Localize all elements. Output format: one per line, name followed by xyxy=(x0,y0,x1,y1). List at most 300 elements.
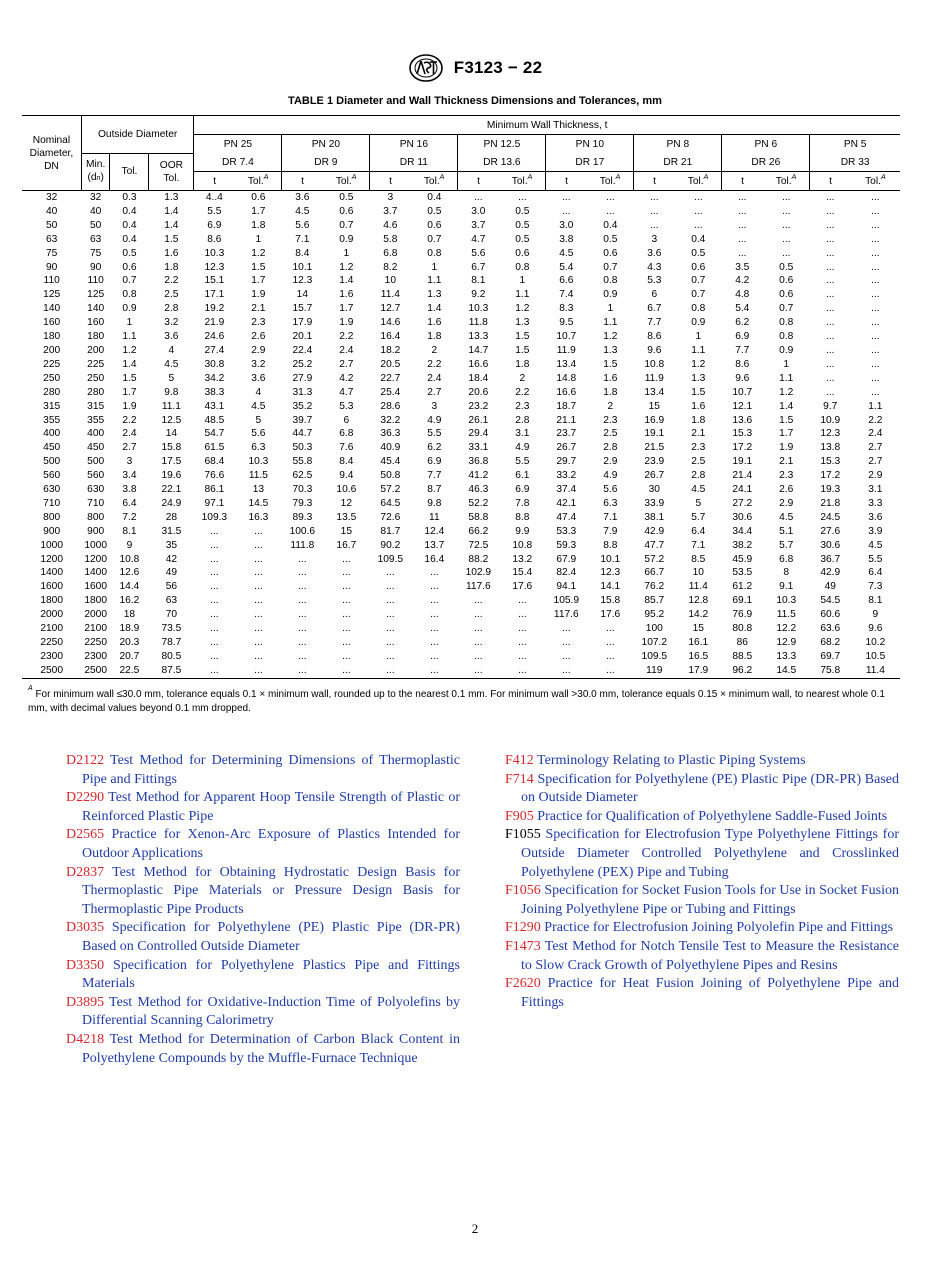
table-cell: 2.7 xyxy=(427,386,442,398)
table-cell: 80.5 xyxy=(161,650,182,662)
table-cell: 0.5 xyxy=(515,205,530,217)
table-cell: 630 xyxy=(43,484,61,496)
reference-code-link[interactable]: F1055 xyxy=(505,827,541,843)
table-cell: 33.2 xyxy=(556,470,577,482)
table-cell: ... xyxy=(871,205,880,217)
reference-code-link[interactable]: D3035 xyxy=(66,920,105,936)
table-cell: 5.6 xyxy=(251,428,266,440)
table-cell: 315 xyxy=(87,400,105,412)
table-cell: 6.4 xyxy=(122,497,137,509)
table-cell: 12.3 xyxy=(292,275,313,287)
table-cell: 11.4 xyxy=(380,289,400,301)
table-cell: 4.6 xyxy=(383,219,398,231)
table-cell: ... xyxy=(298,581,307,593)
table-cell: 4.5 xyxy=(691,484,706,496)
reference-title-link[interactable]: Practice for Heat Fusion Joining of Polyethylene Pipe and Fittings xyxy=(521,976,899,1010)
table-row xyxy=(22,650,900,664)
table-cell: 6.8 xyxy=(779,553,794,565)
table-cell: 21.5 xyxy=(644,442,665,454)
table-cell: ... xyxy=(587,664,634,678)
reference-title-link[interactable]: Specification for Socket Fusion Tools for Use in Socket Fusion Joining Polyethylene Pipe or Tubing and Fittings xyxy=(521,883,899,917)
reference-code-link[interactable]: D2290 xyxy=(66,790,105,806)
reference-title-link[interactable]: Specification for Electrofusion Type Polyethylene Fittings for Outside Diameter Controlled Polyethylene and Crosslinked Polyethylene (PEX) Pipe and Tubing xyxy=(521,827,900,880)
table-cell: 16.4 xyxy=(424,553,445,565)
table-cell: 119 xyxy=(634,664,675,678)
table-cell: ... xyxy=(871,331,880,343)
table-cell: 12.3 xyxy=(600,567,621,579)
table-cell: 6.9 xyxy=(427,456,442,468)
table-row xyxy=(22,288,900,302)
reference-title-link[interactable]: Specification for Polyethylene Plastics Pipe and Fittings Materials xyxy=(82,957,460,992)
table-cell: 30.6 xyxy=(732,511,753,523)
reference-title-link[interactable]: Practice for Xenon-Arc Exposure of Plastics Intended for Outdoor Applications xyxy=(82,827,460,861)
table-cell: 12.3 xyxy=(204,261,225,273)
table-cell: 38.2 xyxy=(732,539,753,551)
table-cell: 90.2 xyxy=(380,539,401,551)
table-cell: 17.1 xyxy=(204,289,225,301)
table-cell: ... xyxy=(826,192,835,203)
header-t: t xyxy=(810,172,851,191)
table-cell: ... xyxy=(298,637,307,648)
table-cell: 16.9 xyxy=(644,414,665,426)
table-cell: 8.1 xyxy=(868,595,883,607)
table-cell: 76.9 xyxy=(732,609,753,621)
table-cell: 0.8 xyxy=(603,275,618,287)
table-cell: 0.8 xyxy=(122,289,137,301)
table-cell: 13 xyxy=(252,484,265,496)
table-cell: 5.5 xyxy=(515,456,530,468)
table-cell: 1.2 xyxy=(779,386,794,398)
table-cell: 160 xyxy=(43,317,61,329)
table-cell: ... xyxy=(210,539,219,551)
table-cell: ... xyxy=(430,609,439,621)
table-cell: 13.8 xyxy=(820,442,841,454)
table-row xyxy=(22,608,900,622)
table-row xyxy=(22,427,900,441)
table-cell: 1.3 xyxy=(515,317,530,329)
table-cell: 2 xyxy=(431,344,438,356)
reference-code-link[interactable]: D2122 xyxy=(66,753,105,768)
table-cell: 27.9 xyxy=(292,372,313,384)
table-cell: 15.3 xyxy=(732,428,753,440)
table-cell: 1.2 xyxy=(122,344,137,356)
table-cell: ... xyxy=(386,650,395,662)
table-cell: 2000 xyxy=(84,609,107,621)
table-cell: 24.1 xyxy=(732,484,753,496)
table-cell: 12.1 xyxy=(732,400,753,412)
table-cell: 19.6 xyxy=(161,470,182,482)
table-cell: ... xyxy=(782,247,791,259)
reference-code-link[interactable]: F2620 xyxy=(505,976,541,992)
header-dr-1: DR 9 xyxy=(282,153,370,172)
table-cell: 1.9 xyxy=(779,442,794,454)
table-cell: 15 xyxy=(340,525,353,537)
table-cell: 3.6 xyxy=(295,192,310,203)
header-pn-5: PN 8 xyxy=(634,135,722,154)
table-cell: 4 xyxy=(255,386,262,398)
reference-code-link[interactable]: D4218 xyxy=(66,1031,105,1047)
table-cell: 0.5 xyxy=(122,247,137,259)
table-cell: 13.6 xyxy=(732,414,753,426)
table-cell: ... xyxy=(871,358,880,370)
table-cell: 0.9 xyxy=(603,289,618,301)
table-cell: 68.2 xyxy=(820,637,841,648)
table-cell: ... xyxy=(562,637,571,648)
table-cell: 58.8 xyxy=(468,511,489,523)
table-cell: 1.6 xyxy=(339,289,354,301)
table-cell: ... xyxy=(606,650,615,662)
table-cell: 225 xyxy=(87,358,105,370)
table-cell: 1400 xyxy=(84,567,107,579)
table-row xyxy=(22,344,900,358)
table-cell: 13.5 xyxy=(336,511,357,523)
table-cell: 117.6 xyxy=(553,609,579,621)
table-row xyxy=(22,483,900,497)
table-cell: 60.6 xyxy=(820,609,841,621)
reference-title-link[interactable]: Test Method for Notch Tensile Test to Measure the Resistance to Slow Crack Growth of Polyethylene Pipes and Resins xyxy=(521,938,899,973)
table-cell: ... xyxy=(411,664,458,678)
table-cell: 280 xyxy=(87,386,105,398)
dimensions-table-container xyxy=(22,115,900,679)
table-cell: 0.5 xyxy=(691,247,706,259)
table-row xyxy=(22,400,900,414)
table-cell: 1.5 xyxy=(691,386,706,398)
reference-item xyxy=(66,826,460,863)
table-cell: 200 xyxy=(43,344,61,356)
reference-code-link[interactable]: D3895 xyxy=(66,994,105,1010)
table-cell: 15 xyxy=(692,623,704,635)
table-cell: 40.9 xyxy=(380,442,401,454)
table-cell: 32.2 xyxy=(380,414,401,426)
table-row xyxy=(22,622,900,636)
table-cell: ... xyxy=(210,525,219,537)
table-cell: 24.5 xyxy=(820,511,841,523)
reference-title-link[interactable]: Test Method for Obtaining Hydrostatic Design Basis for Thermoplastic Pipe Materials or Pressure Design Basis for Thermoplastic Pipe Products xyxy=(82,864,460,917)
table-cell: 0.5 xyxy=(515,233,530,245)
reference-title-link[interactable]: Practice for Qualification of Polyethylene Saddle-Fused Joints xyxy=(537,808,888,824)
table-cell: 33.9 xyxy=(644,497,665,509)
reference-code-link[interactable]: F1056 xyxy=(505,883,541,899)
table-row xyxy=(22,594,900,608)
table-cell: 710 xyxy=(43,497,61,509)
table-cell: 86 xyxy=(736,637,748,648)
reference-title-link[interactable]: Test Method for Determining Dimensions of Thermoplastic Pipe and Fittings xyxy=(82,753,460,787)
table-cell: 82.4 xyxy=(556,567,577,579)
table-cell: ... xyxy=(386,595,395,607)
table-cell: 1.4 xyxy=(339,275,354,287)
table-cell: 2.1 xyxy=(691,428,706,440)
table-cell: ... xyxy=(342,623,351,635)
table-row xyxy=(22,469,900,483)
table-cell: 8.5 xyxy=(691,553,706,565)
table-cell: 1.1 xyxy=(691,344,706,356)
table-cell: 5.6 xyxy=(471,247,486,259)
table-cell: 18.9 xyxy=(119,623,140,635)
header-t: t xyxy=(634,172,675,191)
table-cell: 67.9 xyxy=(556,553,577,565)
reference-code-link[interactable]: F1290 xyxy=(505,920,541,936)
table-footnote: $^A$ For minimum wall ≤30.0 mm, tolerance equals 0.1 × minimum wall, rounded up to the nearest 0.1 mm. For minimum wall >30.0 mm, tolerance equals 0.15 × minimum wall, to nearest whole 0.1 mm, with decimal values beyond 0.1 mm dropped. xyxy=(28,685,885,714)
table-cell: ... xyxy=(518,595,527,607)
table-cell: 1 xyxy=(126,317,133,329)
table-cell: 3 xyxy=(126,456,133,468)
table-cell: 7.7 xyxy=(427,470,442,482)
table-cell: 36.7 xyxy=(820,553,841,565)
table-cell: 0.5 xyxy=(603,233,618,245)
table-cell: 1.6 xyxy=(691,400,706,412)
table-cell: 8.8 xyxy=(603,539,618,551)
table-cell: ... xyxy=(650,205,659,217)
table-cell: ... xyxy=(254,581,263,593)
table-cell: ... xyxy=(210,581,219,593)
table-cell: 4.5 xyxy=(295,205,310,217)
table-cell: 9.8 xyxy=(164,386,179,398)
table-cell: 0.8 xyxy=(779,331,794,343)
table-cell: 1.5 xyxy=(251,261,266,273)
table-cell: 4.5 xyxy=(251,400,266,412)
table-cell: 7.7 xyxy=(735,344,750,356)
table-cell: ... xyxy=(871,219,880,231)
table-cell: ... xyxy=(782,192,791,203)
table-cell: 1.7 xyxy=(251,205,266,217)
table-cell: 9.8 xyxy=(427,497,442,509)
table-cell: 1.5 xyxy=(779,414,794,426)
table-cell: 62.5 xyxy=(292,470,313,482)
table-cell: 2.2 xyxy=(122,414,137,426)
table-cell: 61.2 xyxy=(732,581,753,593)
table-cell: 1.5 xyxy=(515,331,530,343)
reference-code-link[interactable]: F1473 xyxy=(505,938,541,954)
table-cell: 1400 xyxy=(40,567,63,579)
table-cell: ... xyxy=(826,344,835,356)
table-cell: ... xyxy=(254,567,263,579)
table-cell: 3 xyxy=(387,192,394,203)
reference-item xyxy=(66,1031,460,1068)
table-cell: ... xyxy=(826,205,835,217)
table-cell: 17.9 xyxy=(292,317,313,329)
table-cell: 72.5 xyxy=(468,539,489,551)
table-cell: 5 xyxy=(255,414,262,426)
table-cell: 0.7 xyxy=(691,289,706,301)
table-cell: 5.5 xyxy=(868,553,883,565)
table-cell: 45.9 xyxy=(732,553,753,565)
reference-title-link[interactable]: Test Method for Oxidative-Induction Time of Polyolefins by Differential Scanning Calorimetry xyxy=(82,994,460,1029)
table-cell: 7.1 xyxy=(295,233,310,245)
table-cell: 8.4 xyxy=(339,456,354,468)
table-cell: ... xyxy=(650,219,659,231)
table-cell: 225 xyxy=(43,358,61,370)
table-cell: 23.9 xyxy=(644,456,665,468)
table-cell: 2.4 xyxy=(427,372,442,384)
table-cell: 47.4 xyxy=(556,511,577,523)
table-cell: 17.2 xyxy=(732,442,753,454)
table-cell: 111.8 xyxy=(290,539,315,551)
table-cell: 0.8 xyxy=(691,303,706,315)
reference-item xyxy=(66,994,460,1031)
reference-title-link[interactable]: Test Method for Apparent Hoop Tensile Strength of Plastic or Reinforced Plastic Pipe xyxy=(82,790,460,824)
table-cell: ... xyxy=(342,609,351,621)
table-cell: 31.3 xyxy=(292,386,313,398)
table-cell: 4.5 xyxy=(868,539,883,551)
table-cell: 3 xyxy=(431,400,438,412)
header-outside-diameter: Outside Diameter xyxy=(81,116,194,154)
table-cell: 3.1 xyxy=(868,484,883,496)
table-cell: 630 xyxy=(87,484,105,496)
table-cell: 6.9 xyxy=(735,331,750,343)
table-cell: 5.3 xyxy=(339,400,354,412)
table-cell: 2.6 xyxy=(779,484,794,496)
table-cell: 2100 xyxy=(84,623,107,635)
table-cell: 46.3 xyxy=(468,484,489,496)
table-cell: ... xyxy=(650,192,659,203)
table-cell: 3.5 xyxy=(735,261,750,273)
table-cell: 900 xyxy=(87,525,105,537)
table-cell: 6 xyxy=(651,289,658,301)
table-cell: ... xyxy=(694,205,703,217)
reference-code-link[interactable]: F412 xyxy=(505,753,534,768)
table-cell: 1.5 xyxy=(603,358,618,370)
table-row xyxy=(22,247,900,261)
table-cell: 23.2 xyxy=(468,400,489,412)
table-cell: ... xyxy=(738,233,747,245)
header-tol-a: Tol.$^A$ xyxy=(323,172,370,191)
table-cell: 3.4 xyxy=(122,470,137,482)
table-cell: 44.7 xyxy=(292,428,313,440)
table-cell: 6.8 xyxy=(339,428,354,440)
table-cell: ... xyxy=(370,664,411,678)
references-left-column xyxy=(66,752,460,1068)
header-t: t xyxy=(546,172,587,191)
table-cell: 14.6 xyxy=(380,317,401,329)
table-cell: 1 xyxy=(607,303,614,315)
table-cell: 125 xyxy=(43,289,61,301)
table-cell: 2.2 xyxy=(427,358,442,370)
reference-code-link[interactable]: D3350 xyxy=(66,957,105,973)
table-cell: 25.2 xyxy=(292,358,313,370)
reference-title-link[interactable]: Terminology Relating to Plastic Piping Systems xyxy=(537,753,806,768)
table-cell: 2.8 xyxy=(515,414,530,426)
table-cell: 14.7 xyxy=(468,344,489,356)
table-cell: ... xyxy=(782,219,791,231)
table-cell: 180 xyxy=(87,331,105,343)
table-cell: 0.9 xyxy=(691,317,706,329)
table-row xyxy=(22,525,900,539)
reference-code-link[interactable]: D2565 xyxy=(66,827,105,843)
table-cell: ... xyxy=(871,372,880,384)
table-cell: ... xyxy=(474,595,483,607)
reference-title-link[interactable]: Practice for Electrofusion Joining Polyolefin Pipe and Fittings xyxy=(544,920,894,936)
table-cell: ... xyxy=(826,303,835,315)
table-cell: 1.4 xyxy=(779,400,794,412)
table-cell: 21.1 xyxy=(556,414,577,426)
reference-code-link[interactable]: F905 xyxy=(505,808,534,824)
table-cell: 0.4 xyxy=(122,219,137,231)
table-row xyxy=(22,664,900,678)
table-cell: 1.2 xyxy=(251,247,266,259)
table-cell: 2300 xyxy=(40,650,63,662)
table-row xyxy=(22,386,900,400)
table-cell: 7.8 xyxy=(515,497,530,509)
table-cell: 0.4 xyxy=(122,233,137,245)
table-cell: 16.3 xyxy=(248,511,269,523)
table-cell: 16.4 xyxy=(380,331,401,343)
table-cell: 160 xyxy=(87,317,105,329)
table-cell: 17.9 xyxy=(675,664,722,678)
table-cell: 16.7 xyxy=(336,539,357,551)
table-cell: 7.6 xyxy=(339,442,354,454)
table-cell: 0.7 xyxy=(427,233,442,245)
table-cell: 9.2 xyxy=(471,289,486,301)
table-cell: 6.2 xyxy=(735,317,750,329)
header-t: t xyxy=(282,172,323,191)
reference-title-link[interactable]: Test Method for Determination of Carbon Black Content in Polyethylene Compounds by the Muffle-Furnace Technique xyxy=(82,1031,461,1066)
table-cell: 12.4 xyxy=(424,525,445,537)
table-cell: ... xyxy=(254,609,263,621)
table-cell: ... xyxy=(606,205,615,217)
table-cell: 2000 xyxy=(40,609,63,621)
header-dr-row xyxy=(22,153,900,172)
table-cell: ... xyxy=(210,623,219,635)
table-cell: 20.1 xyxy=(292,331,313,343)
table-cell: 200 xyxy=(87,344,105,356)
table-cell: 9.7 xyxy=(823,400,838,412)
table-cell: 28 xyxy=(165,511,178,523)
reference-title-link[interactable]: Specification for Polyethylene (PE) Plastic Pipe (DR-PR) Based on Outside Diameter xyxy=(521,771,899,806)
table-cell: ... xyxy=(738,247,747,259)
table-cell: 36.3 xyxy=(380,428,401,440)
table-cell: 88.2 xyxy=(468,553,489,565)
table-cell: 0.7 xyxy=(691,275,706,287)
header-pn-7: PN 5 xyxy=(810,135,900,154)
table-cell: ... xyxy=(546,664,587,678)
reference-title-link[interactable]: Specification for Polyethylene (PE) Plastic Pipe (DR-PR) Based on Controlled Outside Diameter xyxy=(82,920,460,954)
table-cell: 0.6 xyxy=(691,261,706,273)
table-cell: 0.9 xyxy=(779,344,794,356)
table-row xyxy=(22,441,900,455)
table-cell: 95.2 xyxy=(644,609,665,621)
table-title: TABLE 1 Diameter and Wall Thickness Dimensions and Tolerances, mm xyxy=(288,95,662,107)
table-cell: ... xyxy=(210,609,219,621)
table-cell: 500 xyxy=(43,456,61,468)
table-cell: 11.5 xyxy=(248,470,268,482)
header-t: t xyxy=(370,172,411,191)
table-cell: 61.5 xyxy=(204,442,225,454)
reference-code-link[interactable]: D2837 xyxy=(66,864,105,880)
table-cell: 15 xyxy=(648,400,660,412)
table-cell: 9.5 xyxy=(559,317,574,329)
table-cell: 87.5 xyxy=(149,664,194,678)
reference-item xyxy=(66,919,460,956)
table-cell: 2250 xyxy=(40,637,63,648)
table-row xyxy=(22,274,900,288)
table-cell: 32 xyxy=(89,192,102,203)
table-cell: 1600 xyxy=(40,581,63,593)
table-row xyxy=(22,219,900,233)
table-cell: 450 xyxy=(87,442,105,454)
table-cell: ... xyxy=(826,372,835,384)
table-cell: ... xyxy=(871,303,880,315)
header-minimum-wall: Minimum Wall Thickness, t xyxy=(194,116,900,135)
header-tol-a: Tol.$^A$ xyxy=(851,172,900,191)
header-t: t xyxy=(194,172,235,191)
table-cell: 1.5 xyxy=(164,233,179,245)
header-pn-6: PN 6 xyxy=(722,135,810,154)
table-cell: 8.8 xyxy=(515,511,530,523)
table-cell: ... xyxy=(386,567,395,579)
reference-code-link[interactable]: F714 xyxy=(505,771,534,787)
table-cell: 69.1 xyxy=(732,595,753,607)
table-cell: 90 xyxy=(46,261,58,273)
